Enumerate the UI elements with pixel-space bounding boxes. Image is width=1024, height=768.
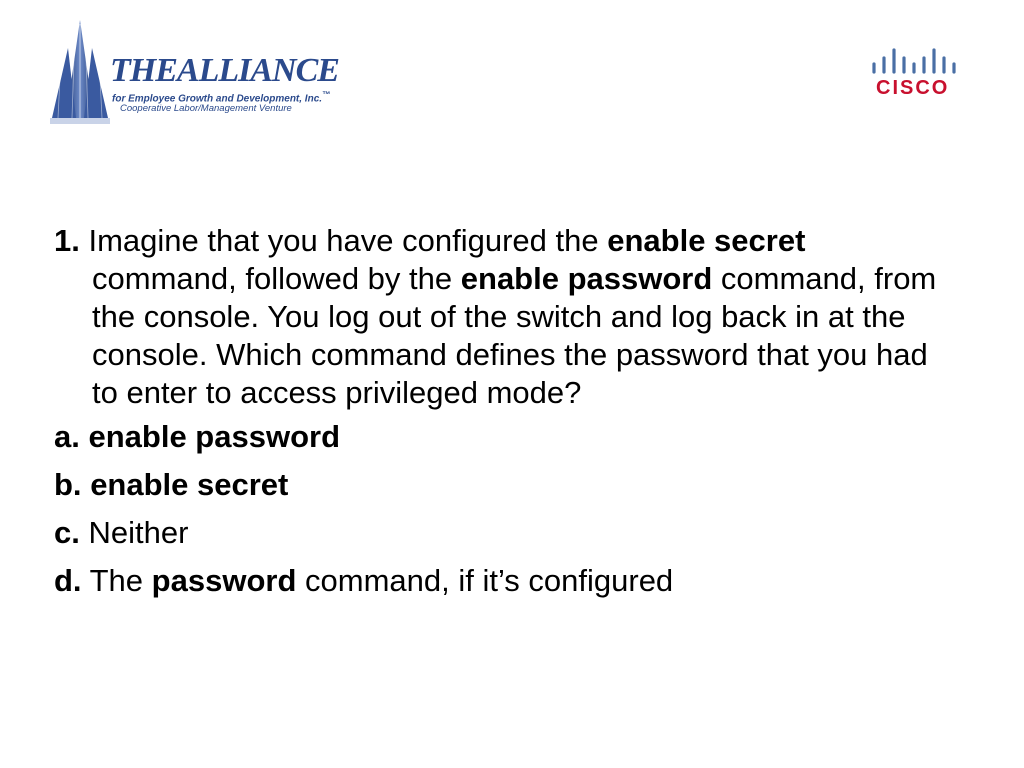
option-c: c. Neither: [54, 515, 189, 550]
term-enable-password: enable password: [460, 261, 713, 296]
option-b: b. enable secret: [54, 467, 289, 502]
question-text: 1. Imagine that you have configured the enable secret command, followed by the enable password command, from the console. You log out of the switch and log back in at the console. Which command defines the password that you had to enter to access privileged mode?: [54, 223, 937, 410]
alliance-logo: [50, 18, 339, 128]
alliance-wordmark: THEALLIANCE: [110, 52, 339, 89]
question-number: 1.: [54, 223, 80, 258]
alliance-subtagline: Cooperative Labor/Management Venture: [120, 103, 292, 114]
question-content: [54, 222, 954, 610]
option-a: a. enable password: [54, 419, 341, 454]
option-d: d. The password command, if it’s configured: [54, 563, 674, 598]
cisco-wordmark: CISCO: [876, 77, 950, 99]
term-enable-secret: enable secret: [607, 223, 806, 258]
cisco-logo: [868, 46, 960, 102]
trademark-mark: ™: [322, 89, 331, 99]
alliance-tower-icon: [50, 18, 110, 126]
alliance-tagline: for Employee Growth and Development, Inc.™: [112, 89, 331, 105]
cisco-bridge-icon: [871, 46, 959, 74]
